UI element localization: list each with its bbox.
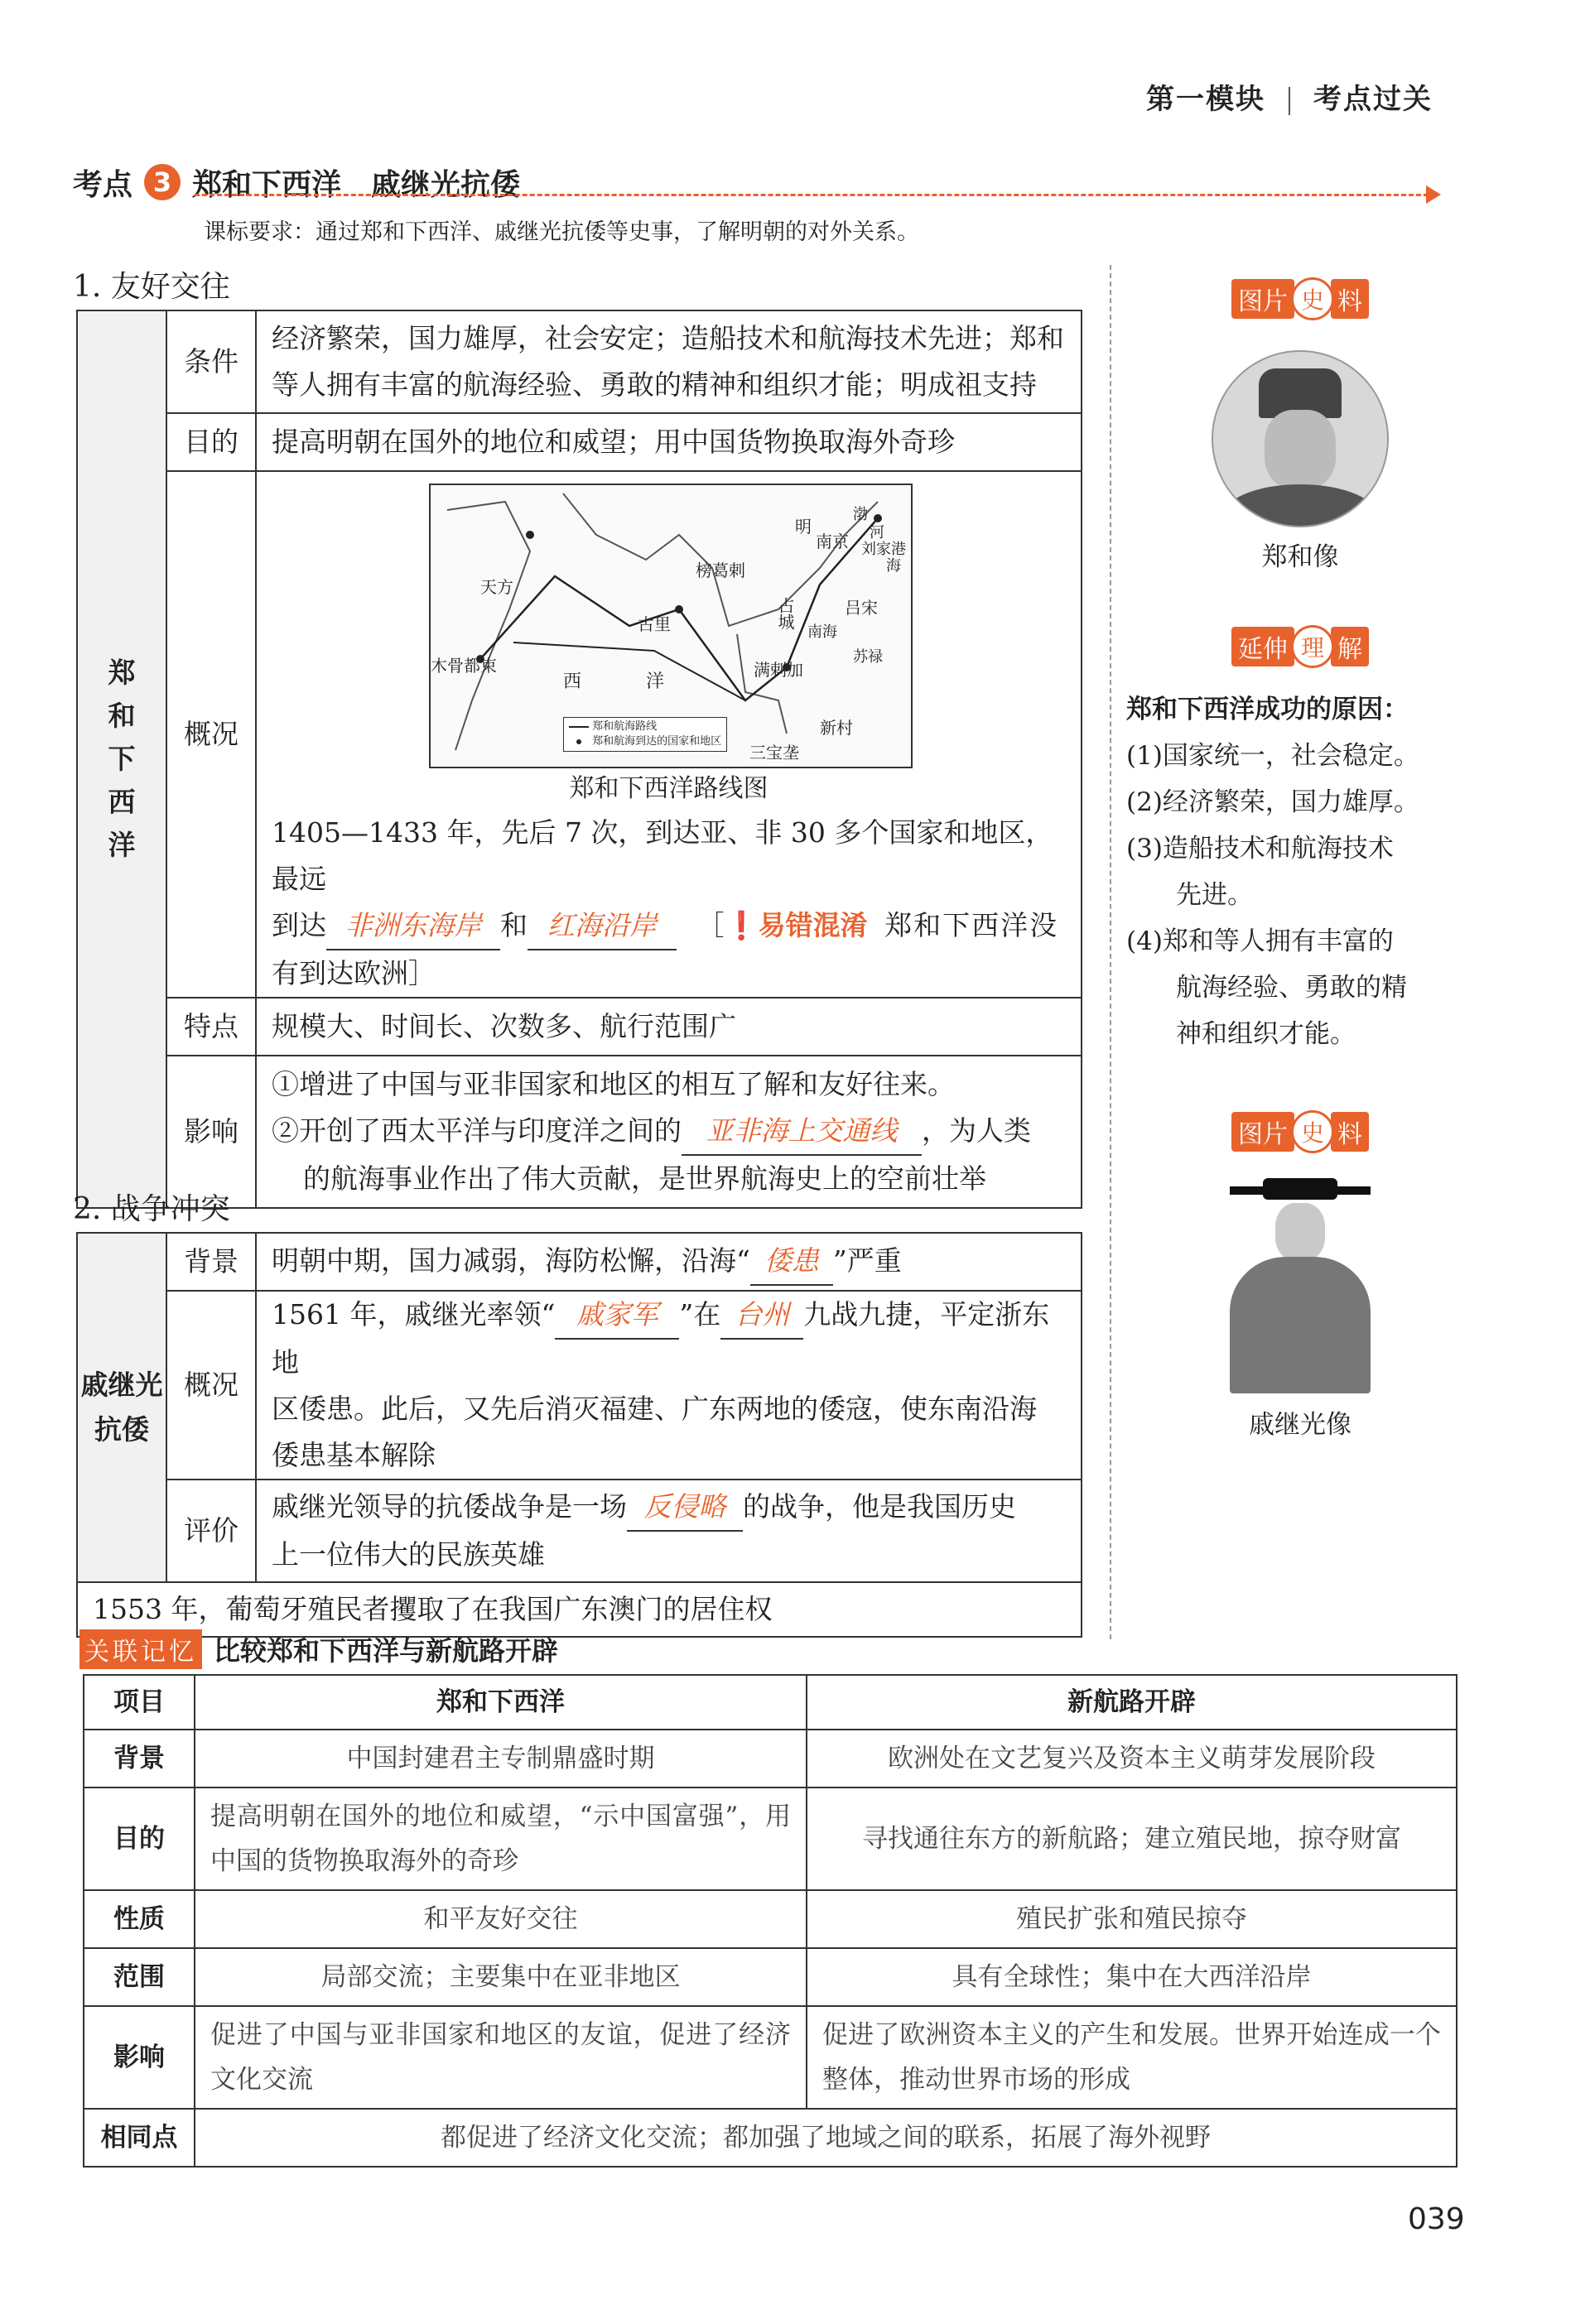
- overview2-line: 1561 年，戚继光率领“ 戚家军 ”在 台州 九战九捷，平定浙东地: [272, 1292, 1066, 1386]
- macau-note: 1553 年，葡萄牙殖民者攫取了在我国广东澳门的居住权: [77, 1582, 1082, 1637]
- answer-blank: 倭患: [750, 1238, 833, 1286]
- row-key: 背景: [84, 1730, 195, 1788]
- map-label: 南海: [807, 623, 837, 641]
- overview2-line: 区倭患。此后，又先后消灭福建、广东两地的倭寇，使东南沿海: [272, 1393, 1037, 1425]
- module-label: 第一模块: [1146, 83, 1265, 116]
- table-row: [84, 1948, 1457, 2006]
- picture-tag-2: 图片 史 料: [1126, 1110, 1474, 1153]
- port-dot: [675, 605, 683, 613]
- legend-ports: 郑和航海到达的国家和地区: [592, 735, 722, 748]
- confuse-tag: ❗易错混淆: [724, 909, 868, 941]
- map-label: 古里: [638, 614, 671, 634]
- impact-line: ②开创了西太平洋与印度洋之间的 亚非海上交通线 ，为人类: [272, 1108, 1066, 1156]
- row-newroute: 具有全球性；集中在大西洋沿岸: [807, 1948, 1457, 2006]
- reason-item: (3)造船技术和航海技术: [1126, 834, 1394, 864]
- map-label: 渤: [853, 506, 868, 523]
- condition-cell: [256, 310, 1082, 413]
- row-key: 范围: [84, 1948, 195, 2006]
- map-label: 海: [886, 557, 901, 575]
- row-same: 都促进了经济文化交流；都加强了地域之间的联系，拓展了海外视野: [195, 2109, 1457, 2167]
- portrait-robe: [1221, 484, 1379, 527]
- portrait-face: [1265, 410, 1336, 489]
- topic-prefix: 考点: [73, 167, 133, 202]
- label-evaluation: 评价: [166, 1480, 256, 1582]
- map-label: 河: [870, 524, 884, 541]
- row-newroute: 促进了欧洲资本主义的产生和发展。世界开始连成一个整体，推动世界市场的形成: [807, 2006, 1457, 2109]
- picture-tag-1: 图片 史 料: [1126, 277, 1474, 320]
- part1-heading: 1. 友好交往: [73, 270, 230, 304]
- overview-cell: [256, 471, 1082, 998]
- row-newroute: 殖民扩张和殖民掠夺: [807, 1890, 1457, 1948]
- reason-item: (2)经济繁荣，国力雄厚。: [1126, 787, 1419, 817]
- evaluation-line: 上一位伟大的民族英雄: [272, 1538, 545, 1571]
- reason-item: 航海经验、勇敢的精: [1176, 973, 1407, 1003]
- row-key: 影响: [84, 2006, 195, 2109]
- portrait-robe: [1230, 1257, 1371, 1393]
- group-qijiguang: 戚继光抗倭: [77, 1233, 166, 1582]
- evaluation-line: 戚继光领导的抗倭战争是一场 反侵略 的战争，他是我国历史: [272, 1484, 1066, 1532]
- warning-icon: ❗: [724, 909, 759, 941]
- arrow-icon: [1426, 185, 1441, 204]
- compare-tag: 关联记忆: [80, 1629, 202, 1669]
- compare-title: 比较郑和下西洋与新航路开辟: [214, 1635, 559, 1667]
- condition-line: 经济繁荣，国力雄厚，社会安定；造船技术和航海技术先进；郑和: [272, 322, 1064, 354]
- label-feature: 特点: [166, 998, 256, 1056]
- map-label: 天方: [480, 577, 513, 597]
- reason-item: 神和组织才能。: [1176, 1019, 1356, 1049]
- overview2-line: 倭患基本解除: [272, 1439, 436, 1471]
- map-caption: 郑和下西洋路线图: [569, 774, 768, 803]
- impact-cell: [256, 1056, 1082, 1208]
- label-overview2: 概况: [166, 1291, 256, 1480]
- compare-heading: [80, 1629, 558, 1669]
- route-map: [429, 484, 913, 768]
- row-zhenghe: 提高明朝在国外的地位和威望，“示中国富强”，用中国的货物换取海外的奇珍: [195, 1788, 807, 1890]
- topic-number: 3: [152, 166, 172, 198]
- extension-tag: 延伸 理 解: [1126, 625, 1474, 668]
- page-header: [1146, 76, 1433, 117]
- row-key: 相同点: [84, 2109, 195, 2167]
- qijiguang-portrait: [1230, 1178, 1371, 1393]
- curriculum-requirement: 课标要求：通过郑和下西洋、戚继光抗倭等史事，了解明朝的对外关系。: [204, 219, 919, 245]
- port-dot: [526, 531, 534, 539]
- map-label: 苏禄: [853, 648, 883, 666]
- header-newroute: 新航路开辟: [807, 1675, 1457, 1730]
- title-dashed-line: [195, 194, 1429, 196]
- map-label: 新村: [820, 718, 853, 738]
- answer-blank: 亚非海上交通线: [682, 1108, 922, 1156]
- zhenghe-caption: 郑和像: [1261, 542, 1339, 572]
- label-overview: 概况: [166, 471, 256, 998]
- header-divider: [1289, 87, 1290, 115]
- side-column: [1126, 277, 1474, 1448]
- map-label: 木骨都束: [431, 656, 497, 676]
- portrait-face: [1275, 1203, 1325, 1261]
- row-zhenghe: 局部交流；主要集中在亚非地区: [195, 1948, 807, 2006]
- label-purpose: 目的: [166, 413, 256, 471]
- background-cell: 明朝中期，国力减弱，海防松懈，沿海“ 倭患 ”严重: [256, 1233, 1082, 1291]
- row-zhenghe: 和平友好交往: [195, 1890, 807, 1948]
- row-newroute: 寻找通往东方的新航路；建立殖民地，掠夺财富: [807, 1788, 1457, 1890]
- answer-blank: 反侵略: [627, 1484, 743, 1532]
- label-background: 背景: [166, 1233, 256, 1291]
- map-label: 洋: [646, 671, 665, 692]
- overview-line: 有到达欧洲］: [272, 957, 436, 989]
- purpose-cell: 提高明朝在国外的地位和威望；用中国货物换取海外奇珍: [256, 413, 1082, 471]
- map-label: 西: [563, 671, 582, 692]
- impact-line: 的航海事业作出了伟大贡献，是世界航海史上的空前壮举: [303, 1162, 986, 1195]
- label-condition: 条件: [166, 310, 256, 413]
- map-label: 吕宋: [845, 598, 878, 618]
- map-label: 刘家港: [861, 541, 906, 558]
- answer-blank: 非洲东海岸: [326, 902, 500, 950]
- page-number: 039: [1408, 2202, 1465, 2236]
- row-zhenghe: 促进了中国与亚非国家和地区的友谊，促进了经济文化交流: [195, 2006, 807, 2109]
- map-label: 榜葛剌: [696, 561, 745, 580]
- comparison-table: [83, 1674, 1458, 2168]
- map-label: 明: [795, 517, 812, 536]
- war-conflict-table: [76, 1232, 1082, 1638]
- impact-line: ①增进了中国与亚非国家和地区的相互了解和友好往来。: [272, 1068, 955, 1100]
- column-divider: [1110, 265, 1111, 1639]
- table-row: [84, 2006, 1457, 2109]
- zhenghe-portrait: [1212, 350, 1389, 527]
- overview-line: 到达 非洲东海岸 和 红海沿岸 ［❗易错混淆 郑和下西洋没: [272, 902, 1066, 950]
- table-row: [84, 1788, 1457, 1890]
- overview2-cell: [256, 1291, 1082, 1480]
- table-row: [84, 1890, 1457, 1948]
- row-key: 性质: [84, 1890, 195, 1948]
- part2-heading: 2. 战争冲突: [73, 1192, 230, 1226]
- reason-item: 先进。: [1176, 880, 1253, 910]
- legend-route: 郑和航海路线: [592, 720, 658, 733]
- row-newroute: 欧洲处在文艺复兴及资本主义萌芽发展阶段: [807, 1730, 1457, 1788]
- reason-item: (4)郑和等人拥有丰富的: [1126, 926, 1394, 956]
- group-zhenghe: 郑和下西洋: [77, 310, 166, 1208]
- label-impact: 影响: [166, 1056, 256, 1208]
- row-zhenghe: 中国封建君主专制鼎盛时期: [195, 1730, 807, 1788]
- topic-name: 郑和下西洋 戚继光抗倭: [192, 166, 521, 202]
- reason-title: 郑和下西洋成功的原因：: [1126, 695, 1409, 724]
- evaluation-cell: [256, 1480, 1082, 1582]
- map-label: 三宝垄: [749, 743, 799, 763]
- africa-coast: [447, 502, 530, 750]
- answer-blank: 台州: [720, 1292, 803, 1340]
- map-label: 南京: [816, 532, 849, 551]
- table-row: [84, 2109, 1457, 2167]
- map-legend: [563, 717, 727, 752]
- reason-item: (1)国家统一，社会稳定。: [1126, 741, 1419, 771]
- friendly-exchange-table: [76, 310, 1082, 1209]
- answer-blank: 戚家军: [555, 1292, 679, 1340]
- header-item: 项目: [84, 1675, 195, 1730]
- feature-cell: 规模大、时间长、次数多、航行范围广: [256, 998, 1082, 1056]
- map-label: 占城: [775, 597, 795, 630]
- condition-line: 等人拥有丰富的航海经验、勇敢的精神和组织才能；明成祖支持: [272, 368, 1037, 401]
- overview-line: 1405—1433 年，先后 7 次，到达亚、非 30 多个国家和地区，最远: [272, 816, 1053, 895]
- topic-number-badge: [144, 164, 181, 200]
- answer-blank: 红海沿岸: [528, 902, 677, 950]
- qijiguang-caption: 戚继光像: [1249, 1410, 1352, 1440]
- portrait-hat-wings: [1230, 1186, 1371, 1195]
- table-row: [84, 1730, 1457, 1788]
- map-label: 满剌加: [754, 660, 803, 680]
- header-zhenghe: 郑和下西洋: [195, 1675, 807, 1730]
- row-key: 目的: [84, 1788, 195, 1890]
- section-label: 考点过关: [1313, 83, 1433, 116]
- topic-title: [73, 153, 520, 211]
